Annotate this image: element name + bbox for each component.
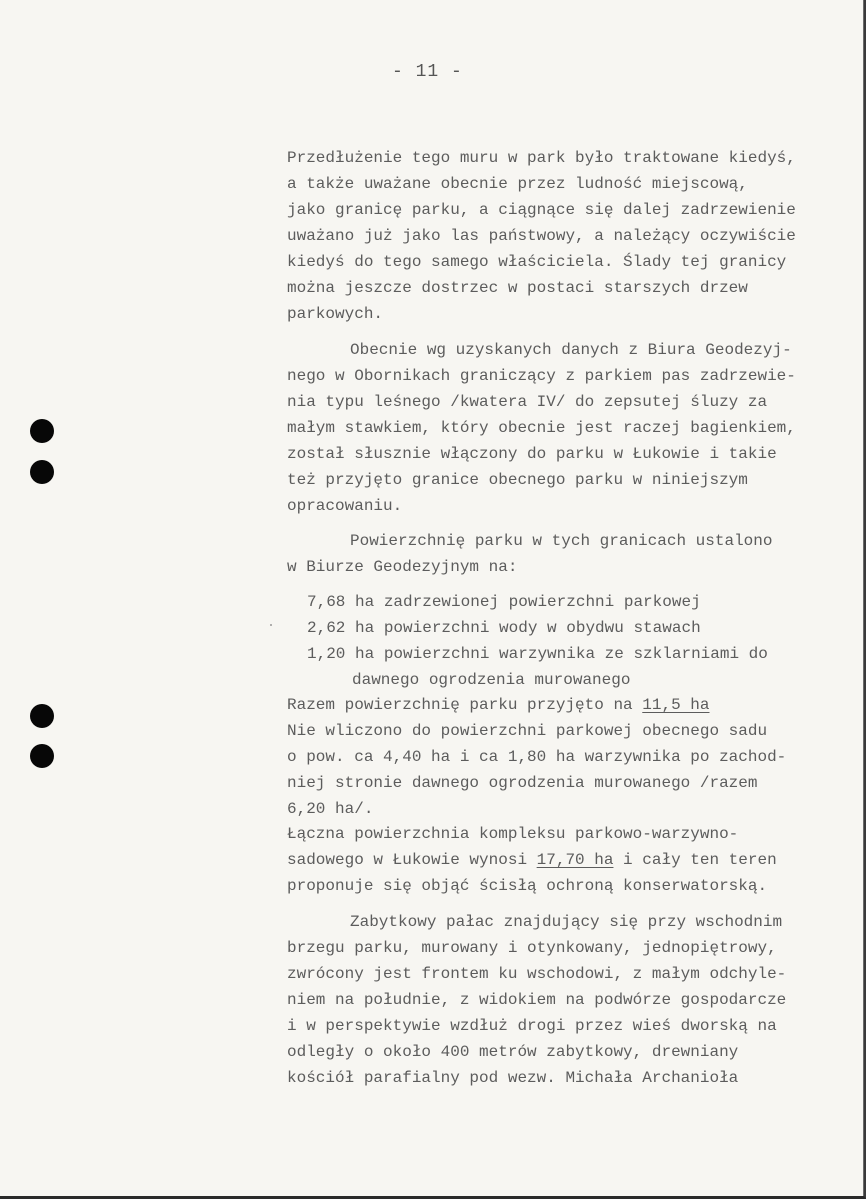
text-line-content: Powierzchnię parku w tych granicach ustalono [350,532,773,550]
text-line-content: Obecnie wg uzyskanych danych z Biura Geodezyj- [350,341,792,359]
text-line [287,556,517,578]
text-line [287,199,796,221]
text-line-content: o pow. ca 4,40 ha i ca 1,80 ha warzywnika po zachod- [287,748,787,766]
text-line-content: można jeszcze dostrzec w postaci starszych drzew [287,279,748,297]
text-line-content: Zabytkowy pałac znajdujący się przy wschodnim [350,913,783,931]
text-line [287,173,748,195]
text-line-content: zwrócony jest frontem ku wschodowi, z małym odchyle- [287,965,787,983]
text-line [287,937,777,959]
text-line-content: nia typu leśnego /kwatera IV/ do zepsutej śluzy za [287,393,768,411]
text-line-content: kościół parafialny pod wezw. Michała Archanioła [287,1069,739,1087]
punch-hole [30,704,54,728]
text-line-content: a także uważane obecnie przez ludność miejscową, [287,175,748,193]
text-line [287,963,786,985]
text-line-content: proponuje się objąć ścisłą ochroną konserwatorską. [287,877,768,895]
punch-hole [30,744,54,768]
text-line [287,303,383,325]
text-line [287,823,738,845]
text-line-content: Razem powierzchnię parku przyjęto na [287,696,643,714]
text-line-content: 2,62 ha powierzchni wody w obydwu stawach [307,619,701,637]
text-line-content: parkowych. [287,305,384,323]
text-line [287,1067,738,1089]
text-line [287,443,777,465]
text-line-content: niej stronie dawnego ogrodzenia murowanego /razem [287,774,758,792]
text-line-content: Przedłużenie tego muru w park było traktowane kiedyś, [287,149,796,167]
text-line-content: w Biurze Geodezyjnym na: [287,558,518,576]
punch-hole [30,419,54,443]
text-line-content: 1,20 ha powierzchni warzywnika ze szklarniami do [307,645,768,663]
text-line-content: nego w Obornikach graniczący z parkiem pas zadrzewie- [287,367,796,385]
text-line [287,391,767,413]
text-line [287,495,402,517]
text-line [307,591,701,613]
text-line-content: sadowego w Łukowie wynosi [287,851,537,869]
text-line [287,989,786,1011]
text-line [287,849,777,871]
text-line [287,469,748,491]
text-line [287,1041,738,1063]
text-line-content: małym stawkiem, który obecnie jest raczej bagienkiem, [287,419,796,437]
text-line [287,365,796,387]
text-line-content: odległy o około 400 metrów zabytkowy, drewniany [287,1043,739,1061]
text-line [287,746,786,768]
text-line-content: 7,68 ha zadrzewionej powierzchni parkowej [307,593,701,611]
text-line [287,251,786,273]
text-line-content: jako granicę parku, a ciągnące się dalej zadrzewienie [287,201,796,219]
text-line-content: został słusznie włączony do parku w Łukowie i takie [287,445,777,463]
text-line-content: opracowaniu. [287,497,403,515]
text-line [287,277,748,299]
text-line [307,617,701,639]
text-line [287,772,757,794]
text-line [287,694,709,716]
text-line-content: też przyjęto granice obecnego parku w niniejszym [287,471,748,489]
text-line-content: niem na południe, z widokiem na podwórze gospodarcze [287,991,787,1009]
text-line [287,720,767,742]
underlined-value: 11,5 ha [642,696,710,714]
underlined-value: 17,70 ha [536,851,614,869]
text-line-tail: i cały ten teren [613,851,777,869]
text-line [350,911,782,933]
text-line-content: dawnego ogrodzenia murowanego [352,671,631,689]
text-line-content: 6,20 ha/. [287,800,374,818]
text-line [352,669,630,691]
punch-hole [30,460,54,484]
paper-speck [270,624,272,626]
text-line [287,798,373,820]
text-line [287,147,796,169]
text-line [287,417,796,439]
text-line-content: uważano już jako las państwowy, a należący oczywiście [287,227,796,245]
text-line-content: brzegu parku, murowany i otynkowany, jednopiętrowy, [287,939,777,957]
text-line-content: i w perspektywie wzdłuż drogi przez wieś dworską na [287,1017,777,1035]
text-line [350,530,772,552]
text-line-content: kiedyś do tego samego właściciela. Ślady tej granicy [287,253,787,271]
text-line [287,875,767,897]
text-line-content: Nie wliczono do powierzchni parkowej obecnego sadu [287,722,768,740]
text-line [350,339,792,361]
text-line-content: Łączna powierzchnia kompleksu parkowo-warzywno- [287,825,739,843]
page-number: - 11 - [392,62,463,82]
text-line [287,1015,777,1037]
text-line [287,225,796,247]
text-line [307,643,768,665]
